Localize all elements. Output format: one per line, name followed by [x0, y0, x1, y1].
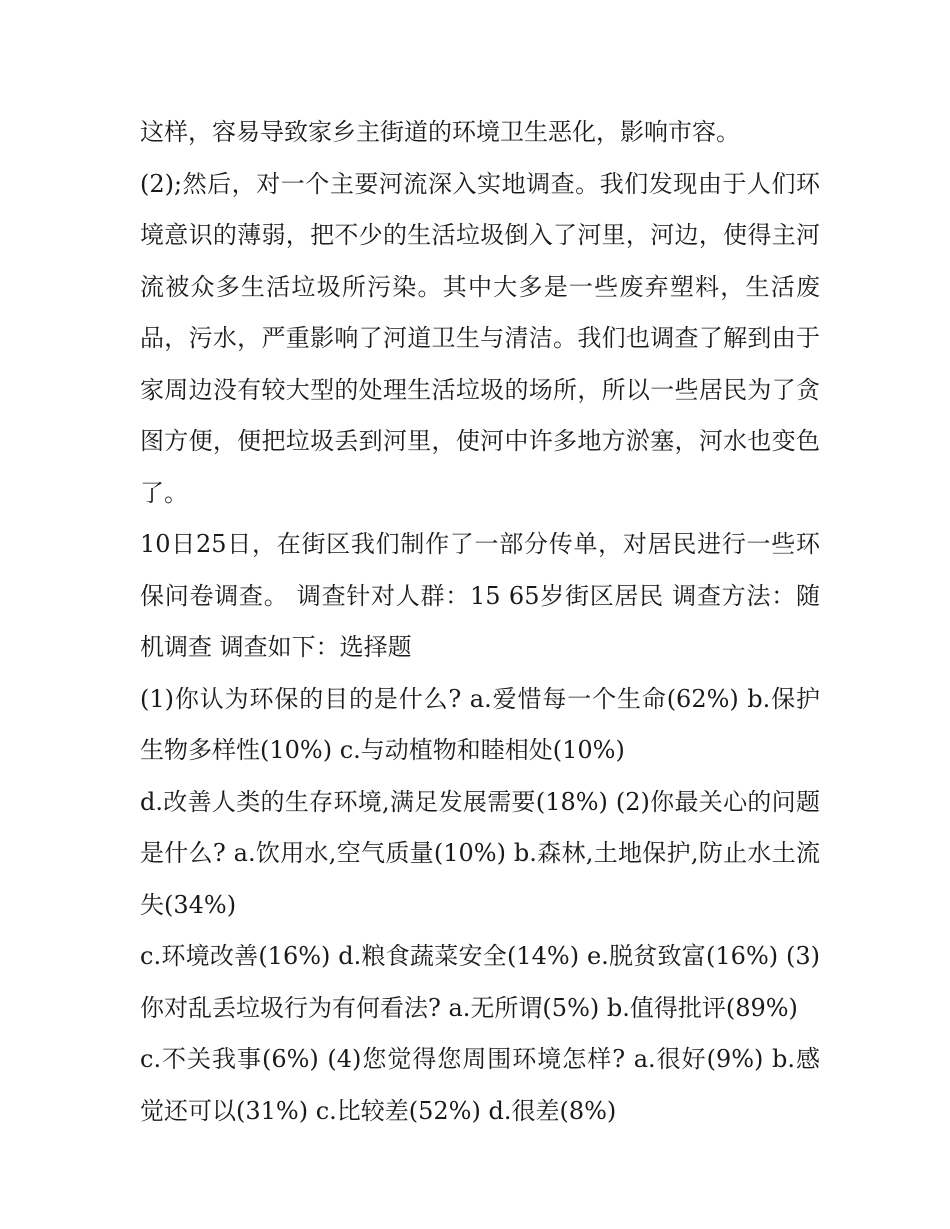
paragraph-river-investigation: (2);然后，对一个主要河流深入实地调查。我们发现由于人们环境意识的薄弱，把不少的生活垃圾倒入了河里，河边，使得主河流被众多生活垃圾所污染。其中大多是一些废弃塑料，生活废品，污水，严重影响了河道卫生与清洁。我们也调查了解到由于家周边没有较大型的处理生活垃圾的场所，所以一些居民为了贪图方便，便把垃圾丢到河里，使河中许多地方淤塞，河水也变色了。	[140, 169, 820, 507]
paragraph-survey-intro: 10日25日，在街区我们制作了一部分传单，对居民进行一些环保问卷调查。 调查针对人群：15 65岁街区居民 调查方法：随机调查 调查如下：选择题	[140, 530, 820, 661]
paragraph-question-4: c.不关我事(6%) (4)您觉得您周围环境怎样? a.很好(9%) b.感觉还可以(31%) c.比较差(52%) d.很差(8%)	[140, 1045, 820, 1125]
paragraph-question-2: d.改善人类的生存环境,满足发展需要(18%) (2)你最关心的问题是什么? a.饮用水,空气质量(10%) b.森林,土地保护,防止水土流失(34%)	[140, 787, 820, 919]
paragraph-question-1: (1)你认为环保的目的是什么? a.爱惜每一个生命(62%) b.保护生物多样性(10%) c.与动植物和睦相处(10%)	[140, 684, 820, 764]
document-body	[140, 107, 820, 1137]
paragraph-street-environment: 这样，容易导致家乡主街道的环境卫生恶化，影响市容。	[140, 118, 740, 146]
paragraph-question-3: c.环境改善(16%) d.粮食蔬菜安全(14%) e.脱贫致富(16%) (3)你对乱丢垃圾行为有何看法? a.无所谓(5%) b.值得批评(89%)	[140, 942, 820, 1022]
